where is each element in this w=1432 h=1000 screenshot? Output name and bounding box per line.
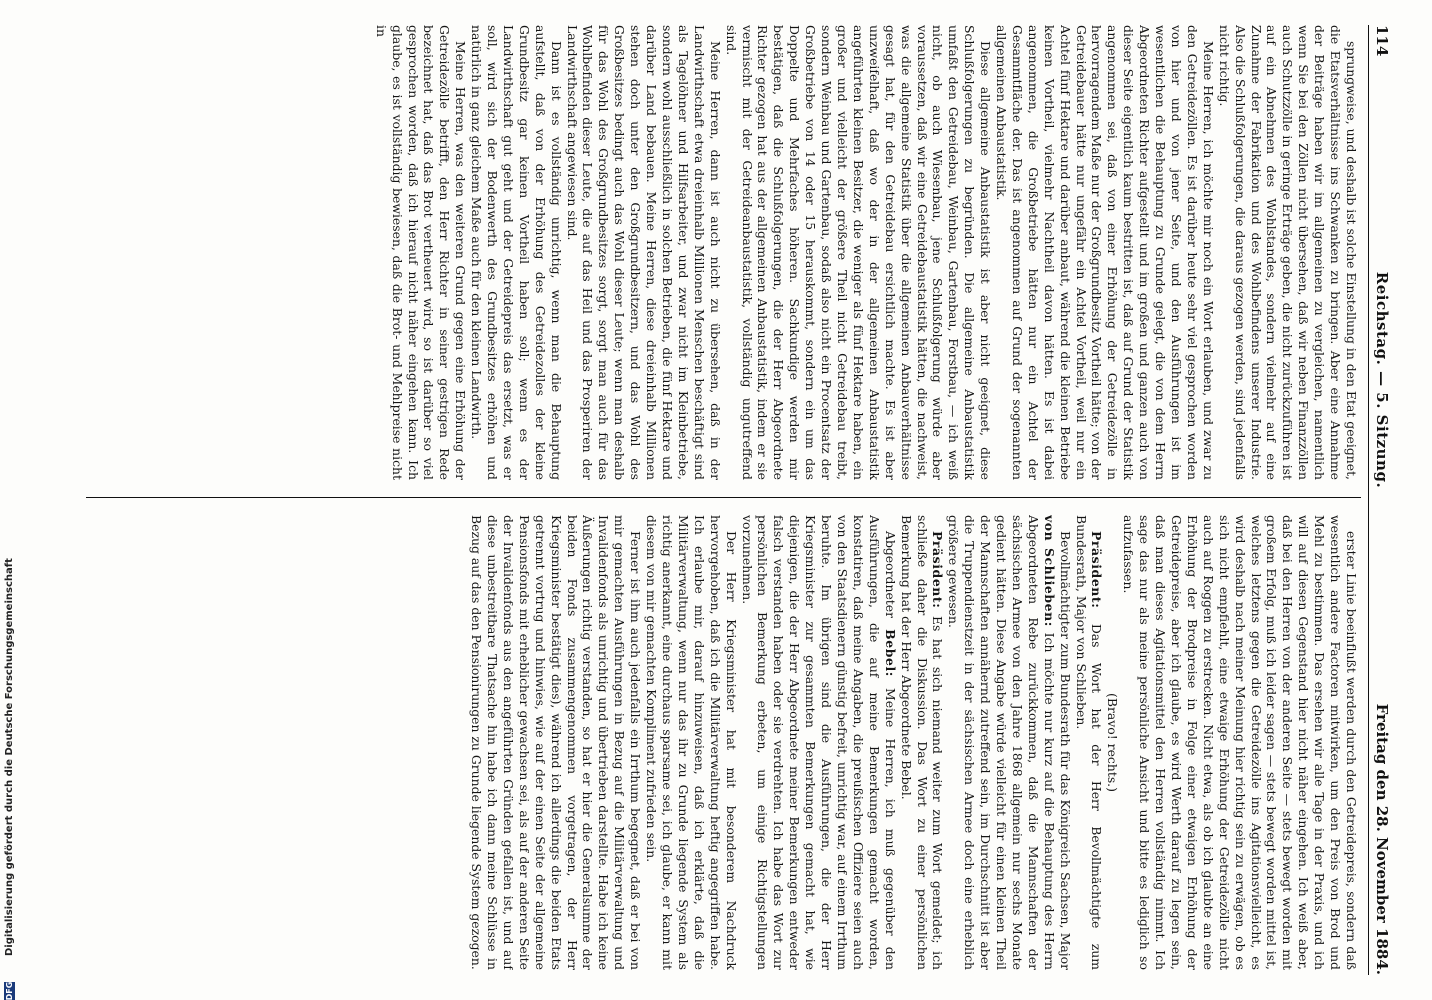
column-divider <box>86 497 1361 498</box>
paragraph: Meine Herren, dann ist auch nicht zu übersehen, daß in der Landwirthschaft etwa dreieinhalb Millionen Menschen beschäftigt sind als Tagelöhner und Hilfsarbeiter, und zwar nicht im Kleinbetriebe, sondern wohl ausschließlich in solchen Betrieben, die fünf Hektare und darüber Land bebauen. Meine Herren, diese dreieinhalb Millionen stehen doch unter den Großgrundbesitzern, und das Wohl des Großbesitzes bedingt auch das Wohl dieser Leute; wenn man deshalb für das Wohl des Großgrundbesitzes sorgt, sorgt man auch für das Wohlbefinden dieser Leute, die auf das Heil und das Prosperiren der Landwirthschaft angewiesen sind. <box>564 25 723 480</box>
speech-text: Meine Herren, ich muß gegenüber den Ausführungen, die auf meine Bemerkungen gemacht worden, konstatiren, daß meine Angaben, die preußischen Offiziere seien auch von den Staatsdienern günstig befreit, unrichtig war, auf einem Irrthum beruhte. Im übrigen sind die Ausführungen, die der Herr Kriegsminister zur gesammten Bemerkungen gemacht hat, wie diejenigen, die der Herr Abgeordnete meiner Bemerkungen entweder falsch verstanden haben oder sie verdrehten. Ich habe das Wort zur persönlichen Bemerkung erbeten, um einige Richtigstellungen vorzunehmen. <box>739 515 898 970</box>
speaker-title: Abgeordneter <box>882 531 898 630</box>
header-date: Freitag den 28. November 1884. <box>1373 703 1391 975</box>
speaker-name: von Schlieben: <box>1041 515 1057 627</box>
speaker-title: Bevollmächtigter zum Bundesrath für das Königreich Sachsen, Major <box>1057 531 1073 970</box>
paragraph <box>739 515 898 970</box>
paragraph: Ferner ist ihm auch jedenfalls ein Irrthum begegnet, daß er bei von mir gemachten Ausführungen in Bezug auf die Militärverwaltung und Invalidenfonds als unrichtig und übertrieben darstellte. Habe ich keine Äußerungen richtig verstanden, so hat er hier die Generalsumme der beiden Fonds zusammengenommen vorgetragen, der Herr Kriegsminister bestätigt dies), während ich allerdings die beiden Etats getrennt vortrug und hinwies, wie auf der einen Seite der allgemeine Pensionsfonds mit erheblicher gewachsen sei, als auf der anderen Seite der Invalidenfonds aus den angeführten Gründen gefallen ist, und auf diese unbestreitbare Thatsache hin habe ich dann meine Schlüsse in Bezug auf das den Pensionirungen zu Grunde liegende System gezogen. <box>469 515 644 970</box>
paragraph: Der Herr Kriegsminister hat mit besonderem Nachdruck hervorgehoben, daß ich die Militärverwaltung heftig angegriffen habe. Ich erlaube mir, darauf hinzuweisen, daß ich erklärte, daß die Militärverwaltung, wenn nur das ihr zu Grunde liegende System als richtig anerkannt, eine durchaus sparsame sei, ich glaube, er kann mit diesem von mir gemachten Kompliment zufrieden sein. <box>644 515 739 970</box>
paragraph: Diese allgemeine Anbaustatistik ist aber nicht geeignet, diese Schlußfolgerungen zu begründen. Die allgemeine Anbaustatistik umfaßt den Getreidebau, Weinbau, Gartenbau, Forstbau, — ich weiß nicht, ob auch Wiesenbau, jene Schlußfolgerung würde aber voraussetzen, daß wir eine Getreidebaustatistik hätten, die nachweist, was die allgemeine Statistik über die allgemeinen Anbauverhältnisse gesagt hat, für den Getreidebau ersichtlich machte. Es ist aber unzweifelhaft, daß wo der in der allgemeinen Anbaustatistik angeführten kleinen Besitzer, die weniger als fünf Hektare haben, ein großer und vielleicht der größere Theil nicht Getreidebau treibt, sondern Weinbau und Gartenbau, sodaß also nicht ein Procentsatz der Großbetriebe von 14 oder 15 herauskommt, sondern ein um das Doppelte und Mehrfaches höheren. Sachkundige werden mir bestätigen, daß die Schlußfolgerungen, die der Herr Abgeordnete Richter gezogen hat aus der allgemeinen Anbaustatistik, indem er sie vermischt mit der Getreideanbaustatistik, vollständig ungutreffend sind. <box>723 25 994 480</box>
speech-text: Es hat sich niemand weiter zum Wort gemeldet; ich schließe daher die Diskussion. Das Wort zu einer persönlichen Bemerkung hat der Herr Abgeordnete Bebel. <box>898 515 946 970</box>
speaker-name: Präsident: <box>1089 531 1105 609</box>
paragraph <box>898 515 946 970</box>
page-header <box>1368 25 1395 975</box>
digitization-credit <box>2 0 16 1000</box>
speaker-name: Bebel: <box>882 629 898 677</box>
newspaper-page <box>75 25 1395 975</box>
paragraph <box>1073 515 1105 970</box>
page-number: 114 <box>1373 25 1391 57</box>
paragraph <box>945 515 1072 970</box>
reaction-note: (Bravo! rechts.) <box>1105 693 1121 792</box>
speaker-name: Präsident: <box>930 531 946 609</box>
speech-text: Ich möchte nur kurz auf die Behauptung des Herrn Abgeordneten Rebe zurückkommen, daß die Mannschaften der sächsischen Armee von den Jahre 1868 allgemein nur sechs Monate gedient hätten. Diese Angabe würde vielleicht für einen kleinen Theil der Mannschaften annähernd zutreffend sein, im Durchschnitt ist aber die Truppendienstzeit in der sächsischen Armee doch eine erheblich größere gewesen. <box>946 515 1057 970</box>
paragraph: Dann ist es vollständig unrichtig, wenn man die Behauptung aufstellt, daß von der Erhöhung des Getreidezolles der kleine Grundbesitz gar keinen Vortheil haben soll; wenn es der Landwirthschaft gut geht und der Getreidepreis das ersetzt, was er soll, wird sich der Bodenwerth des Grundbesitzes erhöhen und natürlich in ganz gleichem Maße auch für den kleinen Landwirth. <box>469 25 564 480</box>
header-title: Reichstag. — 5. Sitzung. <box>1373 271 1391 489</box>
paragraph: Meine Herren, was den weiteren Grund gegen eine Erhöhung der Getreidezölle betrifft, den Herr Richter in seiner gestrigen Rede bezeichnet hat, daß das Brot vertheuert wird, so ist darüber so viel gesprochen worden, daß ich hierauf nicht näher eingehen kann. Ich glaube, es ist vollständig bewiesen, daß die Brot- und Mehlpreise nicht in <box>373 25 469 480</box>
paragraph: Meine Herren, ich möchte mir noch ein Wort erlauben, und zwar zu den Getreidezöllen. Es ist darüber heute sehr viel gesprochen worden von hier und von jener Seite, und den Ausführungen ist im wesentlichen die Behauptung zu Grunde gelegt, die von dem Herrn Abgeordneten Richter aufgestellt und im großen und ganzen auch von dieser Seite eigentlich kaum bestritten ist, daß auf Grund der Statistik angenommen sei, daß von einer Erhöhung der Getreidezölle in hervorragendem Maße nur der Großgrundbesitz Vortheil hätte; von der Getreidebauer hätte nur ungefähr ein Achtel Vortheil, weil nur ein Achtel fünf Hektare und darüber anbaut, während die kleinen Betriebe keinen Vortheil, vielmehr Nachtheil davon hätten. Es ist dabei angenommen, die Großbetriebe hätten nur ein Achtel der Gesammtfläche der. Das ist angenommen auf Grund der sogenannten allgemeinen Anbaustatistik. <box>994 25 1216 480</box>
paragraph: erster Linie beeinflußt werden durch den Getreidepreis, sondern daß wesentlich andere Factoren mitwirken, um den Preis von Brod und Mehl zu bestimmen. Das ersehen wir alle Tage in der Praxis, und ich will auf diesen Gegenstand hier nicht näher eingehen. Ich weiß aber, daß bei den Herren von der anderen Seite — stets bewegt worden mit großem Erfolg, muß ich leider sagen — stets bewegt worden mittel ist, welches letztens gegen die Getreidezölle ins Agitationsvielleicht, es wird deshalb nach meiner Meinung hier richtig sein zu erwägen, ob es sich nicht empfiehlt, eine etwaige Erhöhung der Getreidezölle nicht auch auf Roggen zu erstrecken. Nicht etwa, als ob ich glaubte an eine Erhöhung der Brodpreise in Folge einer etwaigen Erhöhung der Getreidepreise, aber ich glaube, es wird Werth darauf zu legen sein, daß man dieses Agitationsmittel den Herren vollständig nimmt. Ich sage das nur als meine persönliche Ansicht und bitte es lediglich so aufzufassen. <box>1121 515 1359 970</box>
credit-text: Digitalisierung gefördert durch die Deutsche Forschungsgemeinschaft <box>3 558 15 956</box>
speech-text: Das Wort hat der Herr Bevollmächtigte zum Bundesrath, Major von Schlieben. <box>1073 515 1105 970</box>
right-column <box>89 515 1359 970</box>
paragraph: sprungweise, und deshalb ist solche Einstellung in den Etat geeignet, die Etatsverhältnisse ins Schwanken zu bringen. Aber eine Annahme der Beiträge haben wir im allgemeinen zu vergleichen, namentlich wenn Sie bei den Zöllen nicht übersehen, daß wir neben Finanzzöllen auch Schutzzölle in geringe Erträge geben, die nicht zurückzuführen ist auf ein Abnehmen des Wohlstandes, sondern vielmehr auf eine Zunahme der Fabrikation und des Wohlbefindens unserer Industrie. Also die Schlußfolgerungen, die daraus gezogen werden, sind jedenfalls nicht richtig. <box>1216 25 1359 480</box>
dfg-logo: DFG <box>4 981 14 1000</box>
left-column <box>89 25 1359 480</box>
